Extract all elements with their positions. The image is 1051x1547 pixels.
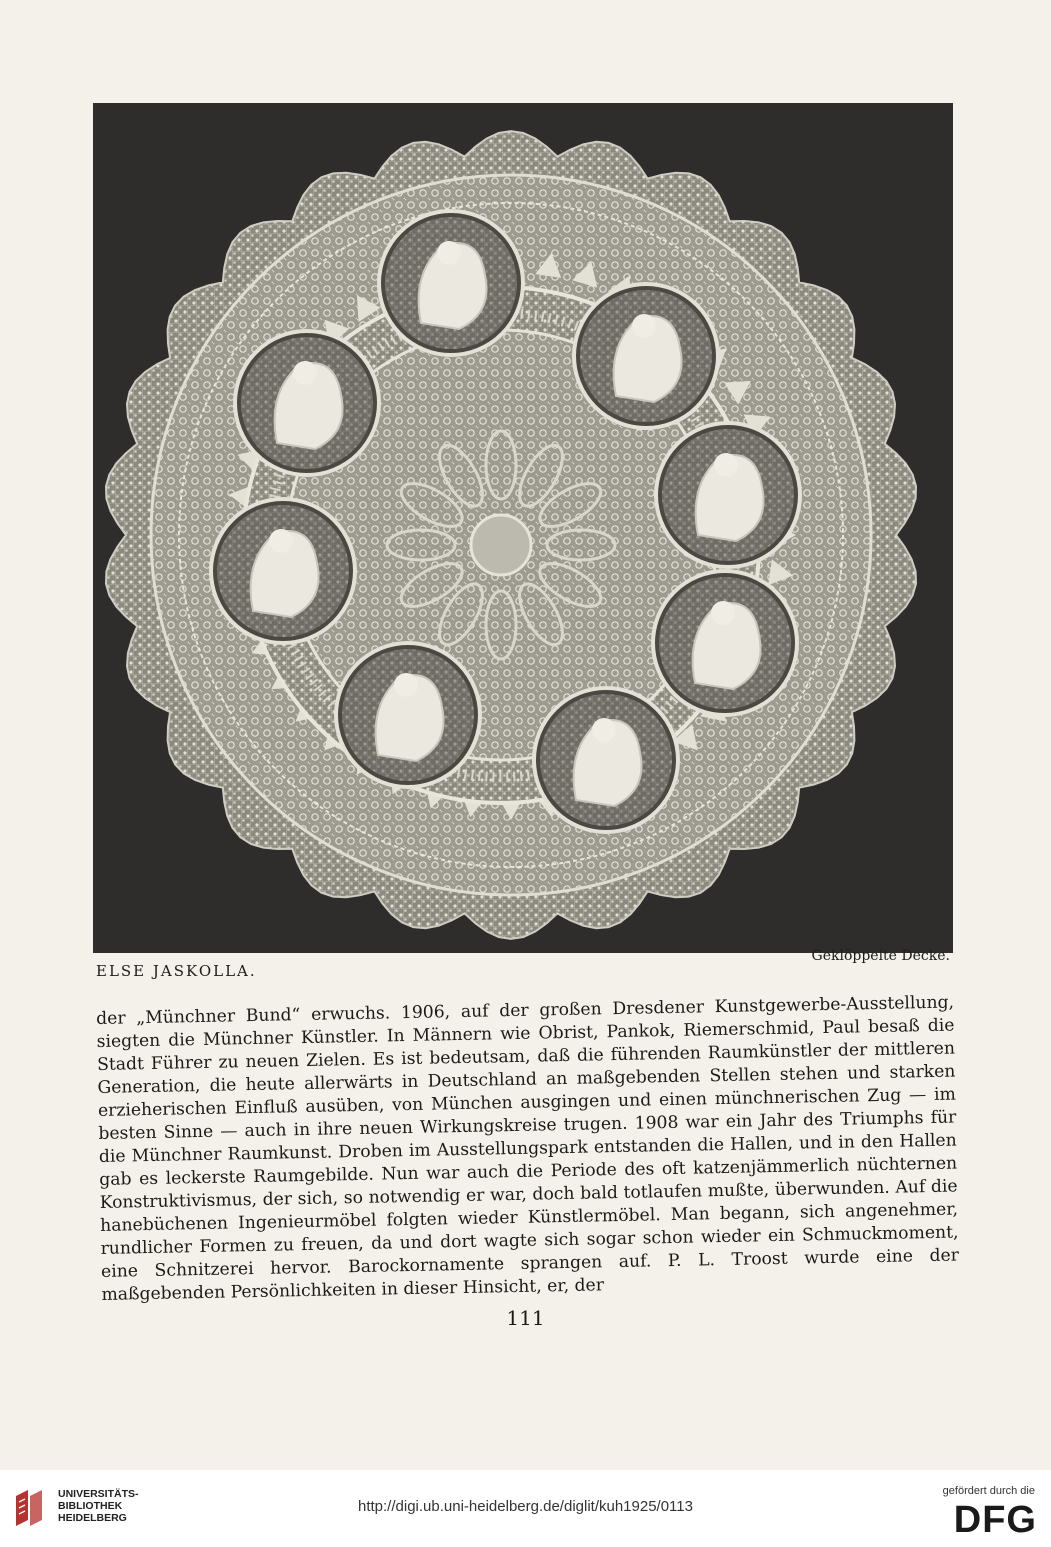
dfg-logo: DFG — [953, 1499, 1037, 1541]
lace-doily-illustration — [93, 103, 953, 953]
body-paragraph — [96, 992, 960, 1307]
library-name-line: BIBLIOTHEK — [58, 1500, 123, 1512]
permalink-url[interactable]: http://digi.ub.uni-heidelberg.de/diglit/kuh1925/0113 — [358, 1498, 693, 1515]
doily — [106, 131, 916, 939]
lace-doily-photograph — [93, 103, 953, 953]
library-name-line: UNIVERSITÄTS- — [58, 1488, 139, 1500]
library-name-line: HEIDELBERG — [58, 1512, 127, 1524]
paragraph-text: der „Münchner Bund“ erwuchs. 1906, auf der großen Dresdener Kunstgewerbe-Ausstellung, siegten die Münchner Künstler. In Männern wie Obrist, Pankok, Riemerschmid, Paul besaß die Stadt Führer zu neuen Zielen. Es ist bedeutsam, daß die führenden Raumkünstler der mittleren Generation, die heute allerwärts in Deutschland an maßgebenden Stellen stehen und starken erzieherischen Einfluß ausüben, von München ausgingen und einen münchnerischen Zug — im besten Sinne — auch in ihre neuen Wirkungskreise trugen. 1908 war ein Jahr des Triumphs für die Münchner Raumkunst. Droben im Ausstellungspark entstanden die Hallen, und in den Hallen gab es leckerste Raumgebilde. Nun war auch die Periode des oft katzenjämmerlich nüchternen Konstruktivismus, der sich, so notwendig er war, doch bald totlaufen mußte, überwunden. Auf die hanebüchenen Ingenieurmöbel folgten wieder Künstlermöbel. Man begann, sich angenehmer, rundlicher Formen zu freuen, da und dort wagte sich sogar schon wieder ein Schmuckmoment, eine Schnitzerei hervor. Barockornamente sprangen auf. P. L. Troost wurde eine der maßgebenden Persönlichkeiten in dieser Hinsicht, er, der — [96, 992, 960, 1305]
figure-head — [711, 601, 735, 625]
object-caption: Geklöppelte Decke. — [811, 948, 950, 964]
funding-note: gefördert durch die — [942, 1485, 1035, 1497]
rosette-center — [471, 515, 531, 575]
figure-head — [437, 241, 461, 265]
figure-head — [293, 361, 317, 385]
figure-head — [269, 529, 293, 553]
artist-caption: ELSE JASKOLLA. — [96, 962, 257, 980]
figure-head — [632, 314, 656, 338]
figure-head — [394, 673, 418, 697]
page-number: 111 — [506, 1306, 545, 1330]
figure-head — [592, 718, 616, 742]
figure-head — [714, 453, 738, 477]
digitization-footer — [0, 1470, 1051, 1547]
